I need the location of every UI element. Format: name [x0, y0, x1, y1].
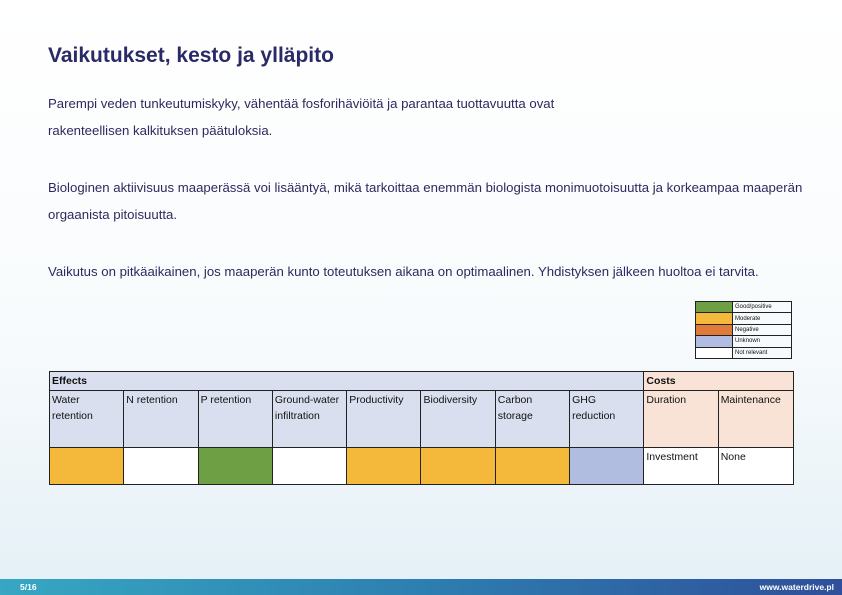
rating-legend — [695, 301, 792, 359]
rating-row — [50, 448, 794, 485]
legend-swatch-good — [696, 302, 733, 313]
col-n-retention: N retention — [124, 391, 198, 448]
legend-label-negative: Negative — [733, 324, 792, 335]
value-maintenance: None — [718, 448, 793, 485]
legend-row-not-relevant — [696, 347, 792, 358]
table-header-row — [50, 372, 794, 391]
effects-header: Effects — [50, 372, 644, 391]
costs-header: Costs — [644, 372, 794, 391]
legend-row-unknown — [696, 336, 792, 347]
rating-n-retention — [124, 448, 198, 485]
legend-row-negative — [696, 324, 792, 335]
paragraph-results: Parempi veden tunkeutumiskyky, vähentää fosforihäviöitä ja parantaa tuottavuutta ovat rakenteellisen kalkituksen päätuloksia. — [48, 96, 555, 138]
rating-p-retention — [198, 448, 272, 485]
page-number: 5/16 — [20, 582, 37, 592]
legend-label-good: Good/positive — [733, 302, 792, 313]
col-water-retention: Water retention — [50, 391, 124, 448]
page-title: Vaikutukset, kesto ja ylläpito — [48, 44, 334, 67]
website-url[interactable]: www.waterdrive.pl — [759, 582, 834, 592]
col-ghg-reduction: GHG reduction — [570, 391, 644, 448]
legend-swatch-unknown — [696, 336, 733, 347]
rating-groundwater-infiltration — [272, 448, 346, 485]
col-p-retention: P retention — [198, 391, 272, 448]
legend-label-moderate: Moderate — [733, 313, 792, 324]
value-duration: Investment — [644, 448, 718, 485]
col-duration: Duration — [644, 391, 718, 448]
legend-swatch-not-relevant — [696, 347, 733, 358]
footer-bar — [0, 579, 842, 595]
col-carbon-storage: Carbon storage — [495, 391, 569, 448]
legend-label-unknown: Unknown — [733, 336, 792, 347]
legend-swatch-negative — [696, 324, 733, 335]
effects-table — [49, 371, 794, 485]
legend-swatch-moderate — [696, 313, 733, 324]
col-maintenance: Maintenance — [718, 391, 793, 448]
col-biodiversity: Biodiversity — [421, 391, 495, 448]
col-groundwater-infiltration: Ground-water infiltration — [272, 391, 346, 448]
legend-row-good — [696, 302, 792, 313]
rating-ghg-reduction — [570, 448, 644, 485]
legend-label-not-relevant: Not relevant — [733, 347, 792, 358]
rating-biodiversity — [421, 448, 495, 485]
paragraph-biology: Biologinen aktiivisuus maaperässä voi lisääntyä, mikä tarkoittaa enemmän biologista monimuotoisuutta ja korkeampaa maaperän orgaanista pitoisuutta. — [48, 180, 803, 222]
col-productivity: Productivity — [347, 391, 421, 448]
paragraph-duration: Vaikutus on pitkäaikainen, jos maaperän kunto toteutuksen aikana on optimaalinen. Yhdistyksen jälkeen huoltoa ei tarvita. — [48, 264, 759, 279]
legend-row-moderate — [696, 313, 792, 324]
column-label-row — [50, 391, 794, 448]
rating-productivity — [347, 448, 421, 485]
rating-water-retention — [50, 448, 124, 485]
rating-carbon-storage — [495, 448, 569, 485]
